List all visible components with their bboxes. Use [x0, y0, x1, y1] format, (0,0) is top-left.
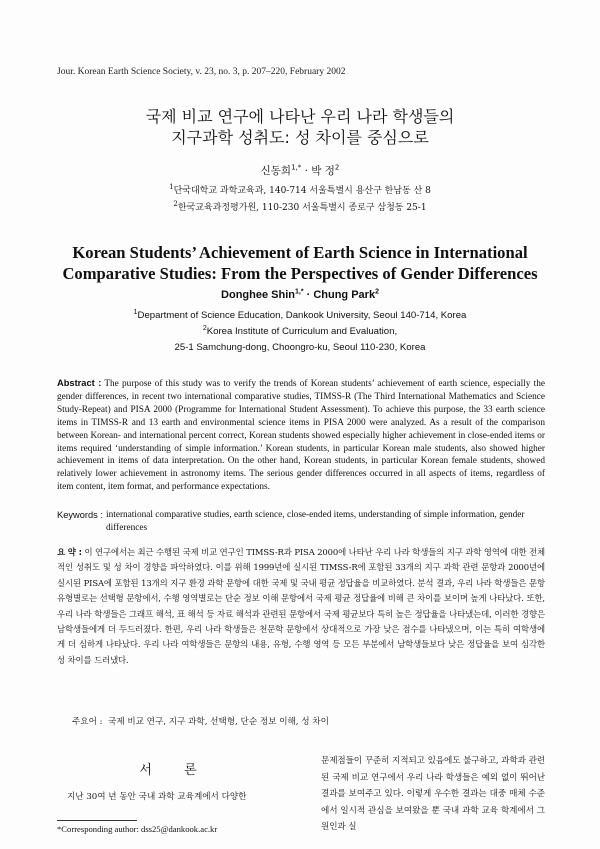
korean-keywords: [72, 715, 329, 727]
korean-author-1: 신동희: [260, 165, 292, 177]
english-title-line-2: Comparative Studies: From the Perspectives of Gender Differences: [62, 264, 538, 283]
left-column-text: 지난 30여 년 동안 국내 과학 교육계에서 다양한: [67, 792, 247, 802]
korean-author-separator: ·: [301, 165, 312, 177]
korean-title-line-1: 국제 비교 연구에 나타난 우리 나라 학생들의: [145, 107, 455, 126]
korean-abstract-label: 요 약 :: [57, 547, 82, 557]
keywords-label: Keywords :: [57, 510, 103, 520]
english-affiliation-2-sup: 2: [202, 324, 207, 332]
korean-authors: [0, 163, 600, 178]
english-authors: [0, 289, 600, 301]
korean-keywords-text: 국제 비교 연구, 지구 과학, 선택형, 단순 정보 이해, 성 차이: [108, 717, 329, 727]
english-affiliation-2-text: Korea Institute of Curriculum and Evaluation,: [206, 326, 398, 337]
section-heading: 서 론: [139, 763, 211, 778]
korean-title: [0, 106, 600, 148]
journal-header: Jour. Korean Earth Science Society, v. 23, no. 3, p. 207–220, February 2002: [57, 67, 346, 77]
korean-author-2: 박 정: [311, 165, 335, 177]
korean-affiliation-2-text: 한국교육과정평가원, 110-230 서울특별시 종로구 삼청동 25-1: [177, 203, 427, 213]
korean-affiliation-1: [0, 183, 600, 200]
right-column-text: 문제점들이 꾸준히 지적되고 있음에도 불구하고, 과학과 관련된 국제 비교 연구에서 우리 나라 학생들은 예외 없이 뛰어난 결과를 보여주고 있다. 이렇게 우수한 결과는 대중 매체 수준에서 일시적 관심을 보여왔을 뿐 국내 과학 교육 학계에서 그 원인과 실: [321, 756, 545, 833]
korean-affiliation-2-sup: 2: [173, 200, 178, 208]
abstract-text: The purpose of this study was to verify the trends of Korean students’ achievement of earth science, especially the gender differences, in recent two international comparative studies, TIMSS-R (The Third International Mathematics and Science Study-Repeat) and PISA 2000 (Programme for International Student Assessment). To achieve this purpose, the 33 earth science items in TIMSS-R and 13 earth and environmental science items in PISA 2000 were analyzed. As a result of the comparison between Korean- and international percent correct, Korean students showed especially higher achievement in close-ended items or items required ‘understanding of simple information.’ Korean students, in particular Korean male students, also showed higher achievement in items of data interpretation. On the other hand, Korean students, in particular Korean female students, showed relatively lower achievement in astronomy items. The serious gender differences occurred in all aspects of items, regardless of item content, item format, and performance expectations.: [57, 379, 545, 493]
english-affiliation-1-sup: 1: [133, 308, 138, 316]
abstract-label: Abstract :: [57, 378, 102, 388]
english-affiliation-line-3: 25-1 Samchung-dong, Choongro-ku, Seoul 110-230, Korea: [174, 342, 426, 353]
korean-author-2-sup: 2: [334, 163, 340, 172]
korean-affiliations: [0, 183, 600, 217]
english-affiliation-line-1: [0, 308, 600, 324]
abstract: [57, 377, 545, 494]
english-affiliation-line-2: [0, 324, 600, 340]
english-author-2-sup: 2: [375, 288, 379, 296]
korean-abstract: [57, 545, 545, 668]
footnote-rule: [57, 820, 137, 821]
korean-abstract-text: 이 연구에서는 최근 수행된 국제 비교 연구인 TIMSS-R과 PISA 2000에 나타난 우리 나라 학생들의 지구 과학 영역에 대한 전체적인 성취도 및 성 차이 경향을 파악하였다. 이를 위해 1999년에 실시된 TIMSS-R에 포함된 33개의 지구 과학 관련 문항과 2000년에 실시된 PISA에 포함된 13개의 지구 환경 과학 문항에 대한 국제 및 국내 평균 정답율을 비교하였다. 분석 결과, 우리 나라 학생들은 문항 유형별로는 선택형 문항에서, 수행 영역별로는 단순 정보 이해 문항에서 국제 평균 정답율에 비해 큰 차이를 보이며 높게 나타났다. 또한, 우리 나라 학생들은 그래프 해석, 표 해석 등 자료 해석과 관련된 문항에서 국제 평균보다 특히 높은 정답율을 나타냈는데, 이러한 경향은 남학생들에게 더 두드러졌다. 한편, 우리 나라 학생들은 천문학 문항에서 상대적으로 가장 낮은 점수를 나타냈으며, 이는 특히 여학생에게 더 심하게 나타났다. 우리 나라 여학생들은 문항의 내용, 유형, 수행 영역 등 모든 부분에서 남학생들보다 낮은 정답율을 보여 심각한 성 차이를 드러냈다.: [57, 547, 545, 665]
english-author-separator: ·: [303, 289, 314, 301]
korean-keywords-label: 주요어 :: [72, 717, 103, 727]
korean-affiliation-1-text: 단국대학교 과학교육과, 140-714 서울특별시 용산구 한남동 산 8: [173, 186, 431, 196]
footnote: *Corresponding author: dss25@dankook.ac.kr: [57, 824, 218, 834]
korean-affiliation-1-sup: 1: [169, 183, 174, 191]
korean-title-line-2: 지구과학 성취도: 성 차이를 중심으로: [171, 128, 429, 147]
english-author-1: Donghee Shin: [221, 289, 295, 301]
english-title-line-1: Korean Students’ Achievement of Earth Science in International: [72, 243, 528, 262]
english-affiliations: [0, 308, 600, 356]
english-affiliation-1-text: Department of Science Education, Dankook University, Seoul 140-714, Korea: [137, 310, 467, 321]
english-title: [0, 242, 600, 284]
keywords: [57, 509, 545, 535]
korean-affiliation-2: [0, 200, 600, 217]
keywords-text: international comparative studies, earth science, close-ended items, understanding of simple information, gender differences: [106, 510, 525, 533]
korean-author-1-sup: 1,*: [291, 163, 302, 172]
english-author-1-sup: 1,*: [294, 288, 304, 296]
english-author-2: Chung Park: [313, 289, 376, 301]
